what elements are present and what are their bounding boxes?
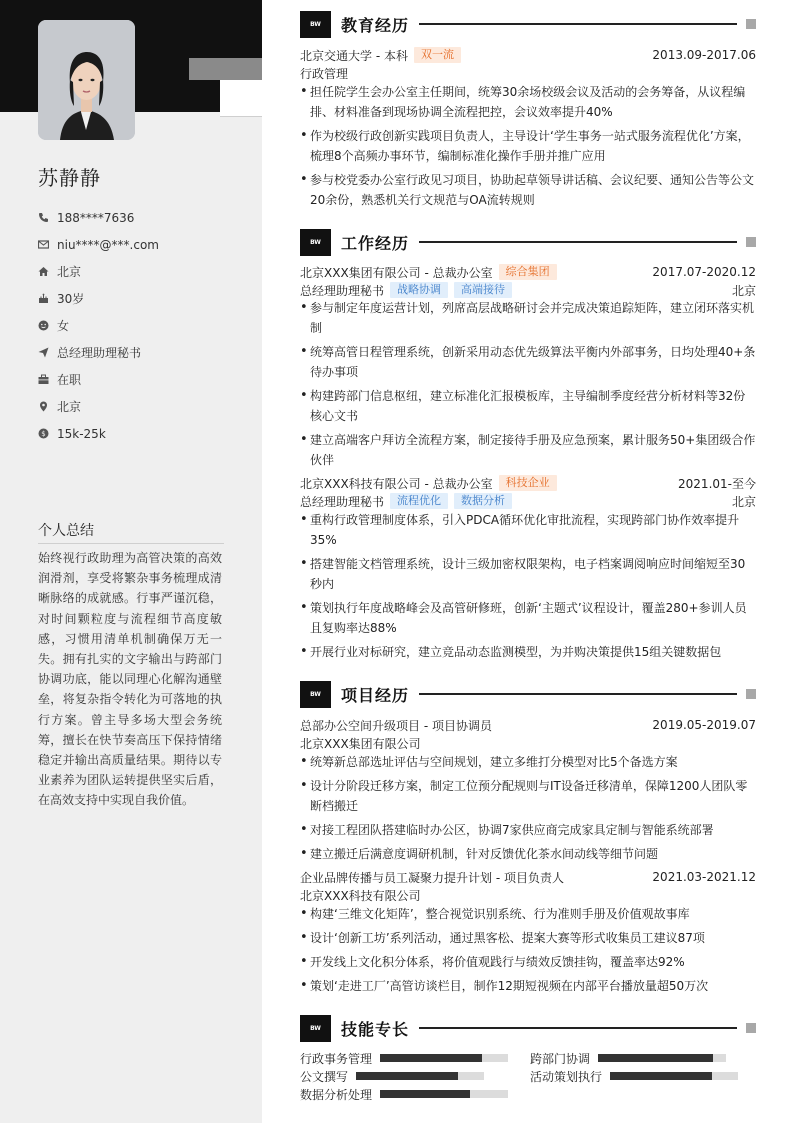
job-bullets [300, 510, 756, 666]
skill-item [530, 1067, 738, 1085]
section-square [746, 689, 756, 699]
skill-name: 活动策划执行 [530, 1069, 603, 1084]
list-item: • 统筹新总部选址评估与空间规划，建立多维打分模型对比5个备选方案 [300, 752, 756, 772]
info-age [38, 285, 159, 312]
summary-title: 个人总结 [38, 520, 224, 544]
project-date: 2019.05-2019.07 [652, 718, 756, 732]
section-logo: BW [300, 229, 331, 256]
list-item: • 统筹高管日程管理系统，创新采用动态优先级算法平衡内外部事务，日均处理40+条待办事项 [300, 342, 756, 382]
skill-name: 行政事务管理 [300, 1051, 373, 1066]
list-item: • 搭建智能文档管理系统，设计三级加密权限架构，电子档案调阅响应时间缩短至30秒内 [300, 554, 756, 594]
section-rule [419, 693, 737, 695]
gender-icon [38, 320, 49, 331]
list-item: • 担任院学生会办公室主任期间，统筹30余场校级会议及活动的会务筹备，从议程编排、材料准备到现场协调全流程把控，会议效率提升40% [300, 82, 756, 122]
job-date: 2017.07-2020.12 [652, 265, 756, 279]
project-name-row [300, 868, 756, 886]
skill-bar [380, 1054, 508, 1062]
project-org-row [300, 734, 756, 752]
info-home [38, 258, 159, 285]
job-company-row [300, 474, 756, 492]
project-name: 总部办公空间升级项目 - 项目协调员 [300, 718, 492, 733]
skill-bar [598, 1054, 726, 1062]
info-position [38, 339, 159, 366]
project-org: 北京XXX科技有限公司 [300, 888, 421, 903]
job-company: 北京XXX科技有限公司 - 总裁办公室 [300, 476, 493, 491]
profile-photo [38, 20, 135, 140]
list-item: • 开展行业对标研究，建立竞品动态监测模型，为并购决策提供15组关键数据包 [300, 642, 756, 662]
list-item: • 策划‘走进工厂’高管访谈栏目，制作12期短视频在内部平台播放量超50万次 [300, 976, 756, 996]
project-name-row [300, 716, 756, 734]
list-item: • 参与校党委办公室行政见习项目，协助起草领导讲话稿、会议纪要、通知公告等公文20余份，熟悉机关行文规范与OA流转规则 [300, 170, 756, 210]
mail-icon [38, 239, 49, 250]
skill-item [300, 1067, 484, 1085]
status-text: 在职 [57, 373, 82, 387]
job-role: 总经理助理秘书 [300, 283, 385, 298]
project-org-row [300, 886, 756, 904]
education-date: 2013.09-2017.06 [652, 48, 756, 62]
project-bullets [300, 752, 756, 868]
list-item: • 重构行政管理制度体系，引入PDCA循环优化审批流程，实现跨部门协作效率提升35% [300, 510, 756, 550]
info-email [38, 231, 159, 258]
project-bullets [300, 904, 756, 1000]
job-company-row [300, 263, 756, 281]
skill-bar-fill [610, 1072, 712, 1080]
project-date: 2021.03-2021.12 [652, 870, 756, 884]
skill-bar-fill [380, 1054, 482, 1062]
projects-section-header [300, 680, 756, 708]
info-gender [38, 312, 159, 339]
company-tag: 综合集团 [499, 264, 557, 280]
list-item: • 参与制定年度运营计划，列席高层战略研讨会并完成决策追踪矩阵，建立闭环落实机制 [300, 298, 756, 338]
candidate-name: 苏静静 [38, 166, 101, 190]
school-tag: 双一流 [414, 47, 461, 63]
phone-text: 188****7636 [57, 210, 135, 225]
email-text: niu****@***.com [57, 237, 159, 252]
skill-name: 数据分析处理 [300, 1087, 373, 1102]
job-company: 北京XXX集团有限公司 - 总裁办公室 [300, 265, 493, 280]
list-item: • 构建‘三维文化矩阵’，整合视觉识别系统、行为准则手册及价值观故事库 [300, 904, 756, 924]
education-school-row [300, 46, 756, 64]
list-item: • 作为校级行政创新实践项目负责人，主导设计‘学生事务一站式服务流程优化’方案，梳理8个高频办事环节，编制标准化操作手册并推广应用 [300, 126, 756, 166]
list-item: • 建立搬迁后满意度调研机制，针对反馈优化茶水间动线等细节问题 [300, 844, 756, 864]
section-logo: BW [300, 11, 331, 38]
sidebar [0, 0, 262, 1123]
work-section-header [300, 228, 756, 256]
job-date: 2021.01-至今 [678, 476, 756, 491]
decor-gray-block [189, 58, 262, 80]
section-logo: BW [300, 1015, 331, 1042]
project-org: 北京XXX集团有限公司 [300, 736, 421, 751]
list-item: • 建立高端客户拜访全流程方案，制定接待手册及应急预案，累计服务50+集团级合作伙伴 [300, 430, 756, 470]
section-square [746, 19, 756, 29]
skill-bar-fill [380, 1090, 470, 1098]
gender-text: 女 [57, 319, 70, 333]
home-icon [38, 266, 49, 277]
list-item: • 策划执行年度战略峰会及高管研修班，创新‘主题式’议程设计，覆盖280+参训人员且复购率达88% [300, 598, 756, 638]
skill-bar [610, 1072, 738, 1080]
projects-title: 项目经历 [341, 685, 410, 705]
info-phone [38, 204, 159, 231]
role-tag: 高端接待 [454, 282, 512, 298]
list-item: • 设计‘创新工坊’系列活动，通过黑客松、提案大赛等形式收集员工建议87项 [300, 928, 756, 948]
skills-section-header [300, 1014, 756, 1042]
skill-name: 公文撰写 [300, 1069, 349, 1084]
cake-icon [38, 293, 49, 304]
skills-title: 技能专长 [341, 1019, 410, 1039]
job-city: 北京 [731, 494, 756, 509]
job-role-row [300, 281, 756, 299]
skill-bar [380, 1090, 508, 1098]
company-tag: 科技企业 [499, 475, 557, 491]
skill-item [530, 1049, 726, 1067]
location-text: 北京 [57, 400, 82, 414]
briefcase-icon [38, 374, 49, 385]
skill-bar-fill [598, 1054, 713, 1062]
phone-icon [38, 212, 49, 223]
education-title: 教育经历 [341, 15, 410, 35]
salary-icon [38, 428, 49, 439]
svg-text:$: $ [41, 430, 46, 439]
summary-text: 始终视行政助理为高管决策的高效润滑剂，享受将繁杂事务梳理成清晰脉络的成就感。行事严谨沉稳，对时间颗粒度与流程细节高度敏感，习惯用清单机制确保万无一失。拥有扎实的文字输出与跨部门协调功底，能以同理心化解沟通壁垒，将复杂指令转化为可落地的执行方案。曾主导多场大型会务统筹，擅长在快节奏高压下保持情绪稳定并输出高质量结果。期待以专业素养为团队运转提供坚实后盾，在高效支持中实现自我价值。 [38, 551, 222, 808]
list-item: • 开发线上文化积分体系，将价值观践行与绩效反馈挂钩，覆盖率达92% [300, 952, 756, 972]
school-name: 北京交通大学 - 本科 [300, 48, 408, 63]
age-text: 30岁 [57, 292, 85, 306]
education-section-header [300, 10, 756, 38]
job-role-row [300, 492, 756, 510]
decor-divider [220, 116, 262, 117]
role-tag: 流程优化 [390, 493, 448, 509]
skill-item [300, 1085, 508, 1103]
section-square [746, 1023, 756, 1033]
skill-item [300, 1049, 508, 1067]
list-item: • 构建跨部门信息枢纽，建立标准化汇报模板库，主导编制季度经营分析材料等32份核心文书 [300, 386, 756, 426]
job-city: 北京 [731, 283, 756, 298]
role-tag: 战略协调 [390, 282, 448, 298]
role-tag: 数据分析 [454, 493, 512, 509]
job-bullets [300, 298, 756, 474]
list-item: • 对接工程团队搭建临时办公区，协调7家供应商完成家具定制与智能系统部署 [300, 820, 756, 840]
education-bullets [300, 82, 756, 214]
send-icon [38, 347, 49, 358]
contact-info-list [38, 204, 159, 447]
education-major: 行政管理 [300, 66, 349, 81]
education-major-row [300, 64, 756, 82]
info-salary [38, 420, 159, 447]
home-text: 北京 [57, 265, 82, 279]
list-item: • 设计分阶段迁移方案，制定工位预分配规则与IT设备迁移清单，保障1200人团队零断档搬迁 [300, 776, 756, 816]
info-status [38, 366, 159, 393]
work-title: 工作经历 [341, 233, 410, 253]
section-rule [419, 23, 737, 25]
info-location [38, 393, 159, 420]
skill-name: 跨部门协调 [530, 1051, 591, 1066]
job-role: 总经理助理秘书 [300, 494, 385, 509]
section-rule [419, 241, 737, 243]
section-rule [419, 1027, 737, 1029]
skill-bar [356, 1072, 484, 1080]
position-text: 总经理助理秘书 [57, 346, 142, 360]
location-icon [38, 401, 49, 412]
section-square [746, 237, 756, 247]
skill-bar-fill [356, 1072, 458, 1080]
section-logo: BW [300, 681, 331, 708]
salary-text: 15k-25k [57, 426, 106, 441]
project-name: 企业品牌传播与员工凝聚力提升计划 - 项目负责人 [300, 870, 564, 885]
